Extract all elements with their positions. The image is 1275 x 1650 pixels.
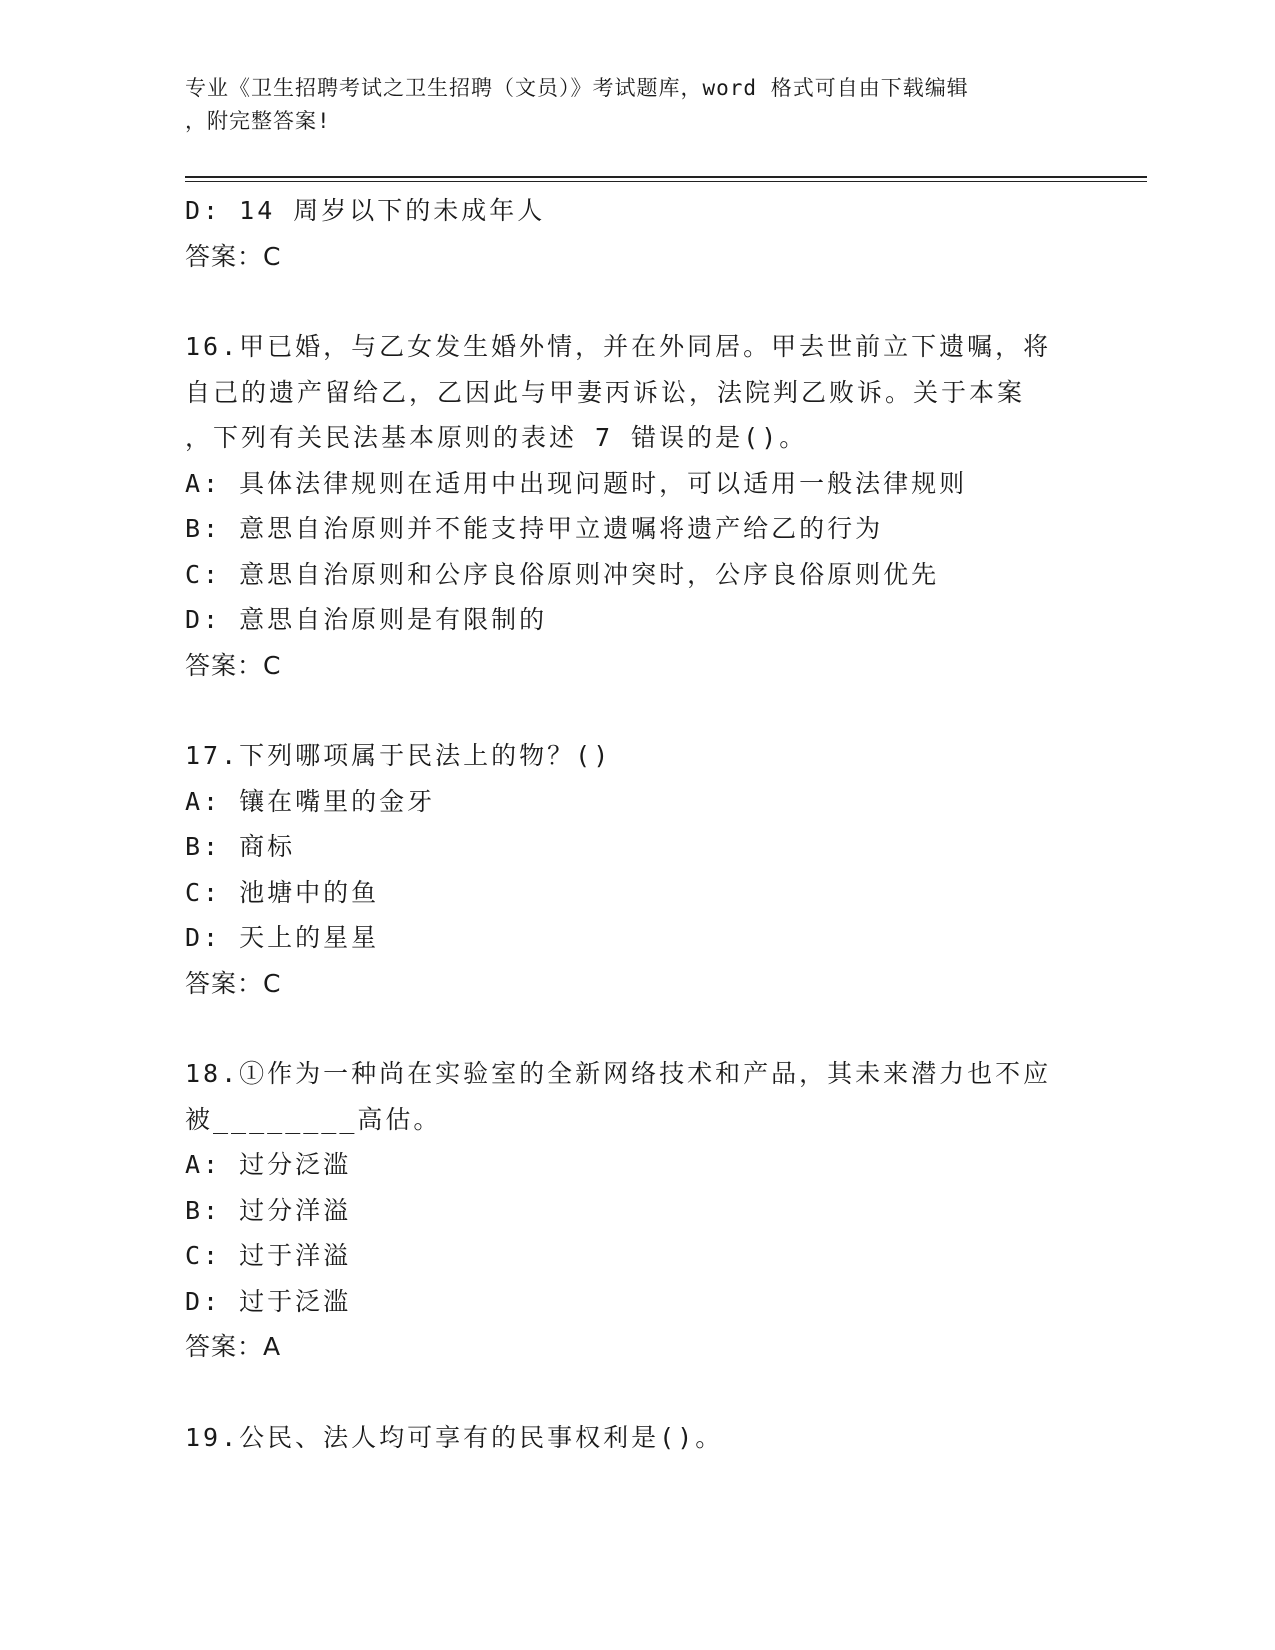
question-stem: 18.①作为一种尚在实验室的全新网络技术和产品，其未来潜力也不应	[185, 1059, 1052, 1088]
header-line-1: 专业《卫生招聘考试之卫生招聘（文员）》考试题库，word 格式可自由下载编辑	[185, 76, 969, 100]
question-stem: 自己的遗产留给乙，乙因此与甲妻丙诉讼，法院判乙败诉。关于本案	[185, 377, 1026, 407]
option-c: C: 意思自治原则和公序良俗原则冲突时，公序良俗原则优先	[185, 559, 940, 589]
option-c: C: 过于洋溢	[185, 1241, 352, 1270]
option-a: A: 具体法律规则在适用中出现问题时，可以适用一般法律规则	[185, 468, 968, 498]
question-stem: 被________高估。	[185, 1104, 442, 1134]
question-stem: 16.甲已婚，与乙女发生婚外情，并在外同居。甲去世前立下遗嘱，将	[185, 332, 1052, 361]
option-c: C: 池塘中的鱼	[185, 877, 380, 907]
answer: 答案：C	[185, 650, 282, 680]
question-19	[185, 1415, 1085, 1461]
header-rule-thick	[185, 176, 1147, 178]
option-b: B: 过分洋溢	[185, 1195, 352, 1225]
question-17	[185, 733, 1085, 1006]
option-d: D: 14 周岁以下的未成年人	[185, 196, 546, 225]
question-stem: ，下列有关民法基本原则的表述 7 错误的是()。	[185, 423, 808, 452]
answer: 答案：C	[185, 968, 282, 998]
option-d: D: 天上的星星	[185, 923, 380, 952]
spacer	[185, 279, 1085, 324]
option-b: B: 商标	[185, 832, 296, 861]
spacer	[185, 1370, 1085, 1415]
option-d: D: 过于泛滥	[185, 1286, 352, 1316]
answer: 答案：C	[185, 241, 282, 271]
header-line-2: ，附完整答案!	[185, 109, 331, 133]
spacer	[185, 1006, 1085, 1051]
question-content	[185, 188, 1085, 1460]
question-stem: 19.公民、法人均可享有的民事权利是()。	[185, 1422, 724, 1452]
option-d: D: 意思自治原则是有限制的	[185, 605, 548, 634]
question-18	[185, 1051, 1085, 1370]
option-b: B: 意思自治原则并不能支持甲立遗嘱将遗产给乙的行为	[185, 514, 884, 543]
question-16	[185, 324, 1085, 688]
answer: 答案：A	[185, 1332, 282, 1361]
spacer	[185, 688, 1085, 733]
option-a: A: 镶在嘴里的金牙	[185, 786, 436, 816]
option-a: A: 过分泛滥	[185, 1150, 352, 1179]
header-rule-thin	[185, 181, 1147, 182]
document-header	[185, 72, 1085, 138]
question-stem: 17.下列哪项属于民法上的物？()	[185, 741, 612, 770]
